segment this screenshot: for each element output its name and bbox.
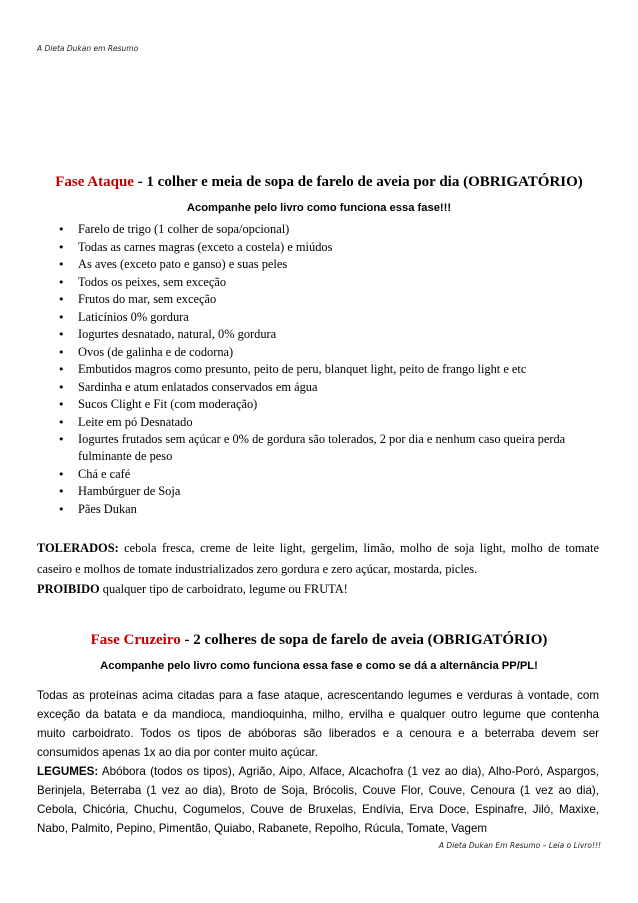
ataque-name: Fase Ataque — [55, 174, 134, 190]
list-item — [37, 326, 597, 343]
bullet-icon: • — [58, 467, 65, 481]
list-item — [37, 379, 597, 396]
bullet-icon: • — [58, 223, 65, 236]
list-item-text: Sardinha e atum enlatados conservados em água — [78, 379, 318, 394]
list-item-text: Todos os peixes, sem exceção — [78, 274, 227, 289]
cruzeiro-subtitle: Acompanhe pelo livro como funciona essa fase e como se dá a alternância PP/PL! — [100, 660, 538, 672]
bullet-icon: • — [58, 258, 65, 271]
list-item-text: Leite em pó Desnatado — [78, 414, 193, 429]
bullet-icon: • — [58, 415, 65, 429]
list-item — [37, 396, 597, 413]
list-item — [37, 344, 597, 361]
legumes-paragraph — [37, 762, 599, 838]
tolerados-label: TOLERADOS: — [37, 541, 119, 555]
list-item-text: Iogurtes frutados sem açúcar e 0% de gordura são tolerados, 2 por dia e nenhum caso queira perda fulminante de peso — [78, 432, 566, 463]
cruzeiro-intro: Todas as proteínas acima citadas para a fase ataque, acrescentando legumes e verduras à vontade, com exceção da batata e da mandioca, mandioquinha, milho, ervilha e qualquer outro legume que contenha muito carboidrato. Todos os tipos de abóboras são liberados e a cenoura e a beterraba devem ser consumidos apenas 1x ao dia por conter muito açúcar. — [37, 689, 599, 759]
list-item-text: Chá e café — [78, 466, 131, 481]
list-item-text: Pães Dukan — [78, 501, 137, 516]
bullet-icon: • — [58, 363, 65, 376]
bullet-icon: • — [58, 275, 65, 289]
legumes-text: Abóbora (todos os tipos), Agrião, Aipo, Alface, Alcachofra (1 vez ao dia), Alho-Poró, Aspargos, Berinjela, Beterraba (1 vez ao dia), Broto de Soja, Brócolis, Couve Flor, Couve, Cenoura (1 vez ao dia), Cebola, Chicória, Chuchu, Cogumelos, Couve de Bruxelas, Endívia, Erva Doce, Espinafre, Jiló, Maxixe, Nabo, Palmito, Pepino, Pimentão, Quiabo, Rabanete, Repolho, Rúcula, Tomate, Vagem — [37, 765, 599, 835]
list-item — [37, 361, 597, 378]
list-item — [37, 483, 597, 500]
cruzeiro-name: Fase Cruzeiro — [90, 632, 181, 648]
ataque-title-rest: - 1 colher e meia de sopa de farelo de aveia por dia (OBRIGATÓRIO) — [133, 174, 583, 190]
bullet-icon: • — [58, 240, 65, 254]
legumes-label: LEGUMES: — [37, 765, 99, 778]
bullet-icon: • — [58, 293, 65, 306]
list-item-text: Todas as carnes magras (exceto a costela) e miúdos — [78, 239, 333, 254]
list-item-text: Sucos Clight e Fit (com moderação) — [78, 397, 258, 411]
proibido-label: PROIBIDO — [37, 582, 100, 596]
page-footer: A Dieta Dukan Em Resumo – Leia o Livro!!! — [438, 841, 601, 850]
list-item-text: Embutidos magros como presunto, peito de peru, blanquet light, peito de frango light e etc — [78, 362, 527, 376]
list-item — [37, 291, 597, 308]
ataque-title — [0, 172, 638, 192]
list-item-text: Frutos do mar, sem exceção — [78, 292, 217, 306]
proibido-paragraph — [37, 579, 599, 600]
list-item — [37, 414, 597, 431]
bullet-icon: • — [58, 328, 65, 341]
list-item — [37, 431, 597, 465]
cruzeiro-title — [0, 630, 638, 650]
list-item-text: Ovos (de galinha e de codorna) — [78, 344, 234, 359]
bullet-icon: • — [58, 380, 65, 394]
list-item-text: Hambúrguer de Soja — [78, 484, 181, 498]
list-item-text: As aves (exceto pato e ganso) e suas peles — [78, 257, 288, 271]
list-item — [37, 501, 597, 518]
list-item-text: Iogurtes desnatado, natural, 0% gordura — [78, 327, 277, 341]
tolerados-paragraph — [37, 538, 599, 579]
page-header: A Dieta Dukan em Resumo — [37, 44, 139, 53]
bullet-icon: • — [58, 345, 65, 359]
list-item — [37, 256, 597, 273]
tolerados-text: cebola fresca, creme de leite light, gergelim, limão, molho de soja light, molho de tomate caseiro e molhos de tomate industrializados zero gordura e zero açúcar, mostarda, picles. — [37, 541, 599, 576]
bullet-icon: • — [58, 398, 65, 411]
ataque-subtitle: Acompanhe pelo livro como funciona essa fase!!! — [186, 202, 452, 214]
list-item — [37, 221, 597, 238]
list-item — [37, 239, 597, 256]
list-item-text: Laticínios 0% gordura — [78, 309, 189, 324]
proibido-text: qualquer tipo de carboidrato, legume ou FRUTA! — [99, 582, 348, 596]
bullet-icon: • — [58, 433, 65, 446]
cruzeiro-title-rest: - 2 colheres de sopa de farelo de aveia (OBRIGATÓRIO) — [180, 632, 548, 648]
bullet-icon: • — [58, 502, 65, 516]
bullet-icon: • — [58, 310, 65, 324]
ataque-food-list — [37, 221, 597, 518]
list-item — [37, 466, 597, 483]
bullet-icon: • — [58, 485, 65, 498]
list-item — [37, 309, 597, 326]
list-item-text: Farelo de trigo (1 colher de sopa/opcional) — [78, 222, 290, 236]
list-item — [37, 274, 597, 291]
